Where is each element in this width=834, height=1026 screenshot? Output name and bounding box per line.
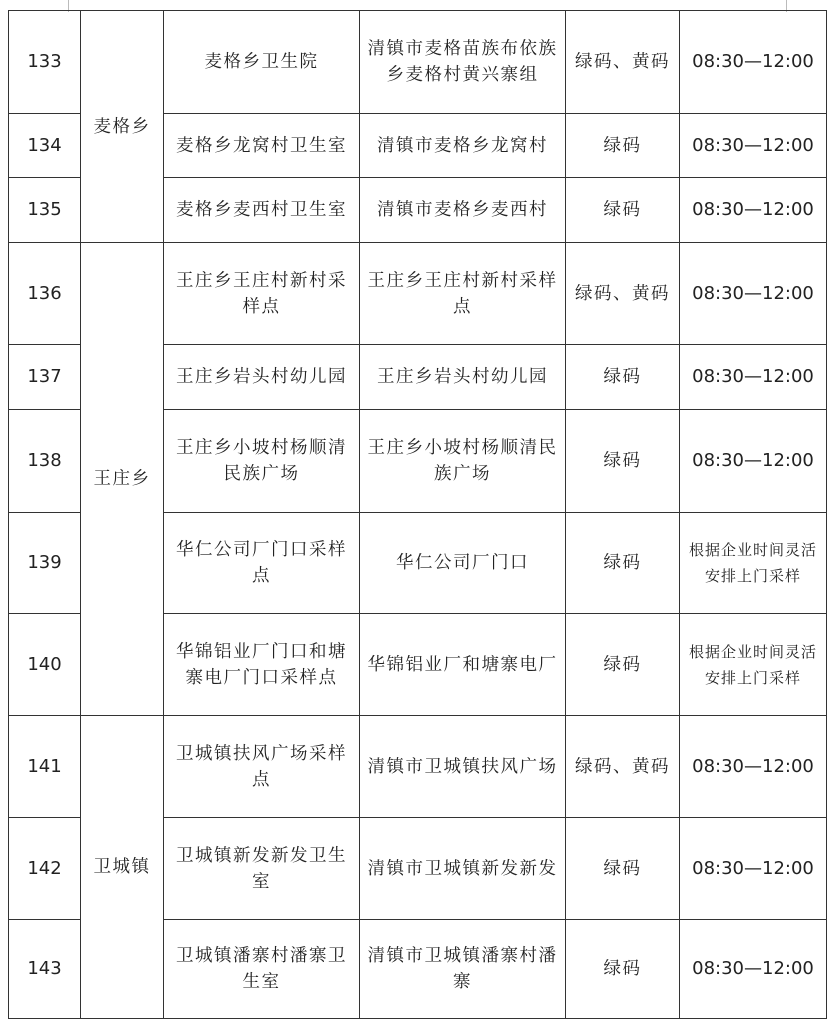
sampling-sites-table [8,10,827,1019]
site-name: 王庄乡王庄村新村采样点 [164,243,360,345]
row-number: 143 [9,920,81,1019]
site-address: 清镇市麦格乡麦西村 [360,178,566,243]
health-code: 绿码 [566,345,680,410]
site-name: 卫城镇扶风广场采样点 [164,716,360,818]
row-number: 142 [9,818,81,920]
row-number: 136 [9,243,81,345]
site-address: 王庄乡岩头村幼儿园 [360,345,566,410]
health-code: 绿码 [566,920,680,1019]
health-code: 绿码 [566,410,680,513]
health-code: 绿码、黄码 [566,243,680,345]
site-name: 麦格乡龙窝村卫生室 [164,114,360,178]
service-time: 08:30—12:00 [680,345,827,410]
health-code: 绿码、黄码 [566,716,680,818]
site-name: 王庄乡岩头村幼儿园 [164,345,360,410]
site-address: 王庄乡小坡村杨顺清民族广场 [360,410,566,513]
service-time: 08:30—12:00 [680,11,827,114]
health-code: 绿码 [566,114,680,178]
table-row [9,243,827,345]
site-address: 华锦铝业厂和塘寨电厂 [360,614,566,716]
row-number: 134 [9,114,81,178]
site-address: 华仁公司厂门口 [360,513,566,614]
service-time: 根据企业时间灵活安排上门采样 [680,614,827,716]
table-row [9,716,827,818]
row-number: 139 [9,513,81,614]
row-number: 137 [9,345,81,410]
site-address: 清镇市卫城镇新发新发 [360,818,566,920]
area-cell-weicheng: 卫城镇 [81,716,164,1019]
site-address: 清镇市卫城镇扶风广场 [360,716,566,818]
row-number: 140 [9,614,81,716]
row-number: 133 [9,11,81,114]
area-cell-wangzhuang: 王庄乡 [81,243,164,716]
site-name: 麦格乡麦西村卫生室 [164,178,360,243]
service-time: 根据企业时间灵活安排上门采样 [680,513,827,614]
row-number: 141 [9,716,81,818]
health-code: 绿码 [566,818,680,920]
table-row [9,11,827,114]
service-time: 08:30—12:00 [680,410,827,513]
row-number: 135 [9,178,81,243]
row-number: 138 [9,410,81,513]
site-name: 卫城镇潘寨村潘寨卫生室 [164,920,360,1019]
area-cell-maige: 麦格乡 [81,11,164,243]
service-time: 08:30—12:00 [680,818,827,920]
health-code: 绿码 [566,614,680,716]
health-code: 绿码 [566,178,680,243]
health-code: 绿码、黄码 [566,11,680,114]
service-time: 08:30—12:00 [680,178,827,243]
site-address: 清镇市卫城镇潘寨村潘寨 [360,920,566,1019]
health-code: 绿码 [566,513,680,614]
site-name: 华锦铝业厂门口和塘寨电厂门口采样点 [164,614,360,716]
site-name: 卫城镇新发新发卫生室 [164,818,360,920]
site-name: 王庄乡小坡村杨顺清民族广场 [164,410,360,513]
site-address: 清镇市麦格乡龙窝村 [360,114,566,178]
site-name: 麦格乡卫生院 [164,11,360,114]
service-time: 08:30—12:00 [680,920,827,1019]
site-name: 华仁公司厂门口采样点 [164,513,360,614]
site-address: 清镇市麦格苗族布依族乡麦格村黄兴寨组 [360,11,566,114]
site-address: 王庄乡王庄村新村采样点 [360,243,566,345]
service-time: 08:30—12:00 [680,114,827,178]
service-time: 08:30—12:00 [680,716,827,818]
service-time: 08:30—12:00 [680,243,827,345]
